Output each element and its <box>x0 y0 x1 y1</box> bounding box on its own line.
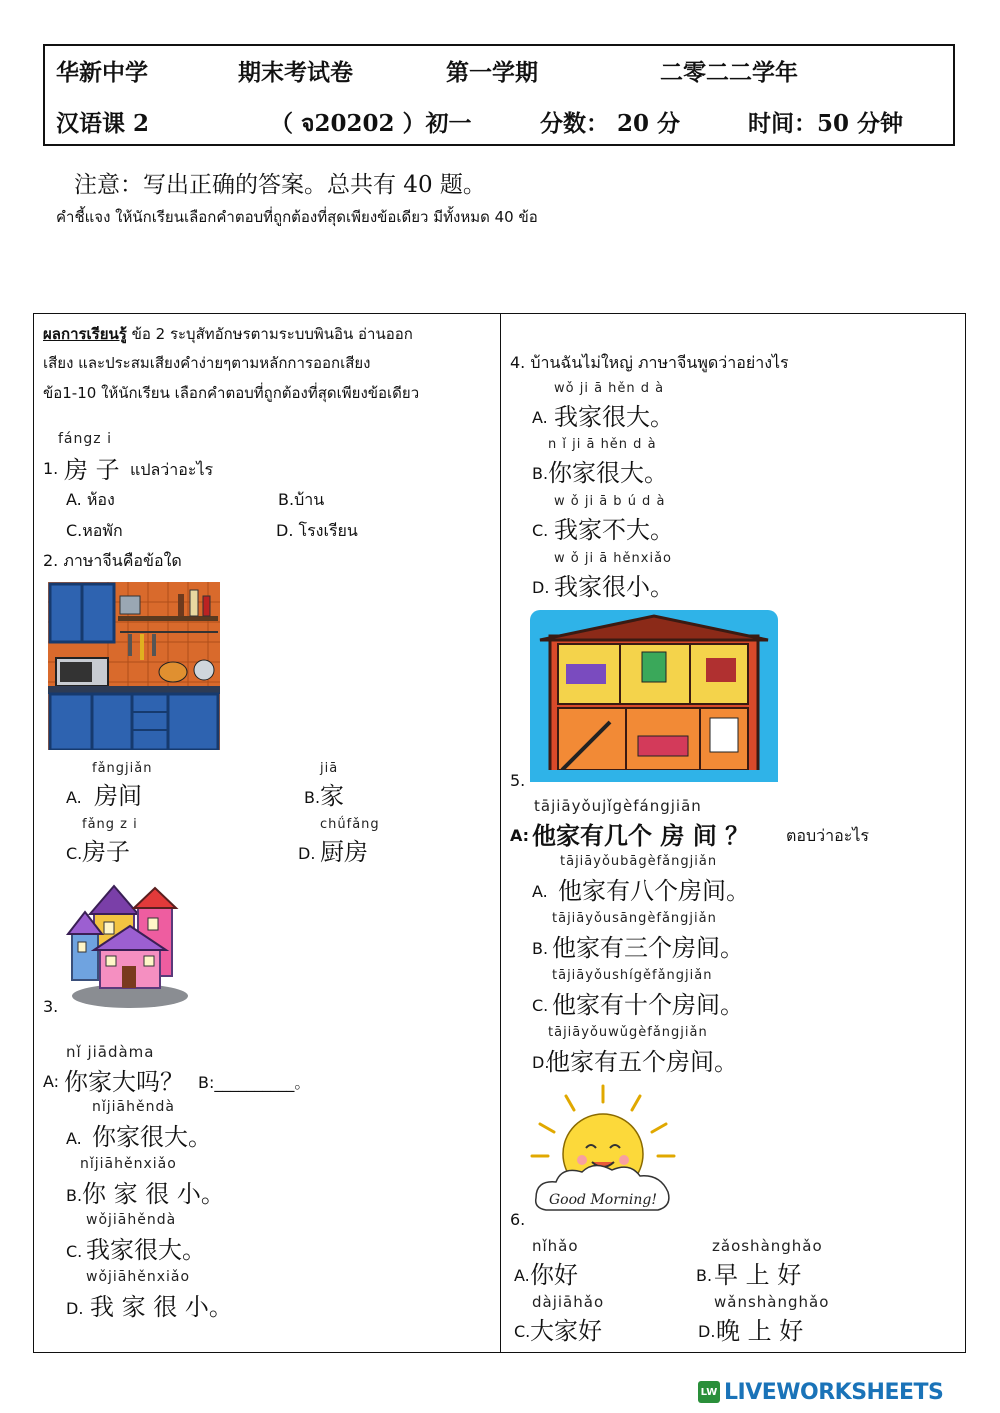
q2-option-d-pinyin: chǘfǎng <box>320 817 380 832</box>
q3-number: 3. <box>43 997 59 1016</box>
house-illustration <box>64 882 196 1010</box>
dollhouse-illustration <box>530 610 778 782</box>
intro-line-3: ข้อ1-10 ให้นักเรียน เลือกคำตอบที่ถูกต้องที่สุดเพียงข้อเดียว <box>43 384 420 402</box>
q4-option-b-letter[interactable]: B. <box>532 464 549 483</box>
q3-option-b-letter[interactable]: B. <box>66 1186 83 1205</box>
course-name: 汉语课 2 <box>56 110 150 137</box>
q2-prompt: 2. ภาษาจีนคือข้อใด <box>43 551 182 570</box>
q2-option-d-text[interactable]: 厨房 <box>320 838 368 866</box>
q2-option-b-pinyin: jiā <box>320 761 339 776</box>
q6-option-b-pinyin: zǎoshànghǎo <box>712 1237 823 1255</box>
school-year: 二零二二学年 <box>660 59 798 86</box>
q6-option-a-text[interactable]: 你好 <box>530 1261 578 1289</box>
q1-option-d[interactable]: D. โรงเรียน <box>276 521 358 540</box>
q4-option-a-letter[interactable]: A. <box>532 408 548 427</box>
q6-number: 6. <box>510 1210 526 1229</box>
q4-option-c-pinyin: w ǒ ji ā b ú d à <box>554 494 666 509</box>
q2-option-c-pinyin: fǎng z i <box>82 817 138 832</box>
brand-badge-icon: LW <box>698 1381 720 1403</box>
exam-title: 期末考试卷 <box>238 59 353 86</box>
score: 分数： 20 分 <box>540 110 681 137</box>
q6-option-d-text[interactable]: 晚 上 好 <box>716 1317 804 1345</box>
q2-option-a-text[interactable]: 房间 <box>94 782 142 810</box>
q6-option-a-letter[interactable]: A. <box>514 1266 530 1285</box>
intro-line-2: เสียง และประสมเสียงคำง่ายๆตามหลักการออกเสียง <box>43 354 371 372</box>
q4-option-c-letter[interactable]: C. <box>532 521 549 540</box>
q3-option-a-letter[interactable]: A. <box>66 1129 82 1148</box>
q6-option-c-text[interactable]: 大家好 <box>530 1317 602 1345</box>
q3-option-c-letter[interactable]: C. <box>66 1242 83 1261</box>
q5-option-c-letter[interactable]: C. <box>532 996 549 1015</box>
q3-option-b-pinyin: nǐjiāhěnxiǎo <box>80 1156 177 1172</box>
q5-pinyin: tājiāyǒujǐgèfángjiān <box>534 797 702 815</box>
q4-option-a-pinyin: wǒ ji ā hěn d à <box>554 381 665 396</box>
q5-option-a-text[interactable]: 他家有八个房间。 <box>558 877 750 905</box>
notice-th: คำชี้แจง ให้นักเรียนเลือกคำตอบที่ถูกต้องที่สุดเพียงข้อเดียว มีทั้งหมด 40 ข้อ <box>56 208 538 226</box>
q2-option-b-letter[interactable]: B. <box>304 788 321 807</box>
q6-option-b-text[interactable]: 早 上 好 <box>714 1261 802 1289</box>
time-limit: 时间：50 分钟 <box>748 110 904 137</box>
q5-option-a-letter[interactable]: A. <box>532 882 548 901</box>
q4-option-d-letter[interactable]: D. <box>532 578 550 597</box>
liveworksheets-logo[interactable] <box>698 1378 943 1406</box>
q1-word: 房 子 <box>64 456 120 484</box>
q5-option-c-text[interactable]: 他家有十个房间。 <box>552 991 744 1019</box>
q5-a-label: A: <box>510 826 530 845</box>
q3-pinyin: nǐ jiādàma <box>66 1043 155 1061</box>
q6-option-c-letter[interactable]: C. <box>514 1322 531 1341</box>
q5-option-d-pinyin: tājiāyǒuwǔgèfǎngjiǎn <box>548 1025 708 1040</box>
q3-option-c-pinyin: wǒjiāhěndà <box>86 1212 177 1228</box>
q5-option-b-letter[interactable]: B. <box>532 939 549 958</box>
kitchen-illustration <box>48 582 220 750</box>
notice-cn: 注意：写出正确的答案。总共有 40 题。 <box>74 172 486 198</box>
q1-option-a[interactable]: A. ห้อง <box>66 490 115 509</box>
q2-option-d-letter[interactable]: D. <box>298 844 316 863</box>
q2-option-c-letter[interactable]: C. <box>66 844 83 863</box>
q4-option-c-text[interactable]: 我家不大。 <box>554 516 674 544</box>
column-divider <box>500 313 501 1353</box>
q3-option-a-text[interactable]: 你家很大。 <box>92 1123 212 1151</box>
q4-option-a-text[interactable]: 我家很大。 <box>554 403 674 431</box>
q6-option-d-pinyin: wǎnshànghǎo <box>714 1293 830 1311</box>
q5-option-d-text[interactable]: 他家有五个房间。 <box>546 1048 738 1076</box>
q3-option-b-text[interactable]: 你 家 很 小。 <box>82 1180 225 1208</box>
q3-option-c-text[interactable]: 我家很大。 <box>86 1236 206 1264</box>
q2-option-a-letter[interactable]: A. <box>66 788 82 807</box>
q5-option-b-text[interactable]: 他家有三个房间。 <box>552 934 744 962</box>
intro-text-1: ข้อ 2 ระบุสัทอักษรตามระบบพินอิน อ่านออก <box>126 325 413 343</box>
q4-option-d-pinyin: w ǒ ji ā hěnxiǎo <box>554 551 673 566</box>
q5-question: 他家有几个 房 间 ？ <box>532 821 750 850</box>
q3-question: 你家大吗？ <box>64 1068 184 1096</box>
q3-a-label: A: <box>43 1072 60 1091</box>
q1-option-b[interactable]: B.บ้าน <box>278 490 325 509</box>
sun-illustration <box>528 1082 678 1216</box>
q6-option-b-letter[interactable]: B. <box>696 1266 713 1285</box>
q6-option-c-pinyin: dàjiāhǎo <box>532 1293 605 1311</box>
class-code: （ จ20202 ）初一 <box>270 110 472 137</box>
q1-pinyin: fángz i <box>58 431 112 447</box>
brand-name: LIVEWORKSHEETS <box>724 1379 944 1405</box>
intro-line-1 <box>43 322 413 346</box>
q1-option-c[interactable]: C.หอพัก <box>66 521 123 540</box>
q5-option-b-pinyin: tājiāyǒusāngèfǎngjiǎn <box>552 911 717 926</box>
q6-option-a-pinyin: nǐhǎo <box>532 1237 579 1255</box>
sun-caption: Good Morning! <box>548 1192 658 1208</box>
semester: 第一学期 <box>446 59 538 86</box>
q3-b-blank[interactable]: B:__________。 <box>198 1073 311 1092</box>
q4-option-b-text[interactable]: 你家很大。 <box>548 459 668 487</box>
q3-option-a-pinyin: nǐjiāhěndà <box>92 1099 175 1115</box>
q2-option-c-text[interactable]: 房子 <box>82 838 130 866</box>
school-name: 华新中学 <box>56 59 148 86</box>
q5-option-d-letter[interactable]: D. <box>532 1053 550 1072</box>
q3-option-d-letter[interactable]: D. <box>66 1299 84 1318</box>
q3-option-d-text[interactable]: 我 家 很 小。 <box>90 1293 233 1321</box>
q4-option-b-pinyin: n ǐ ji ā hěn d à <box>548 437 657 452</box>
q5-option-a-pinyin: tājiāyǒubāgèfǎngjiǎn <box>560 854 718 869</box>
q1-prompt: แปลว่าอะไร <box>130 460 214 479</box>
q4-prompt: 4. บ้านฉันไม่ใหญ่ ภาษาจีนพูดว่าอย่างไร <box>510 353 789 372</box>
q2-option-b-text[interactable]: 家 <box>320 782 344 810</box>
q6-option-d-letter[interactable]: D. <box>698 1322 716 1341</box>
q3-option-d-pinyin: wǒjiāhěnxiǎo <box>86 1269 191 1285</box>
q5-number: 5. <box>510 771 526 790</box>
q2-option-a-pinyin: fǎngjiǎn <box>92 761 153 776</box>
q5-prompt: ตอบว่าอะไร <box>786 826 869 845</box>
q4-option-d-text[interactable]: 我家很小。 <box>554 573 674 601</box>
q1-number: 1. <box>43 459 59 478</box>
q5-option-c-pinyin: tājiāyǒushígěfǎngjiǎn <box>552 968 713 983</box>
intro-label: ผลการเรียนรู้ <box>43 325 127 343</box>
